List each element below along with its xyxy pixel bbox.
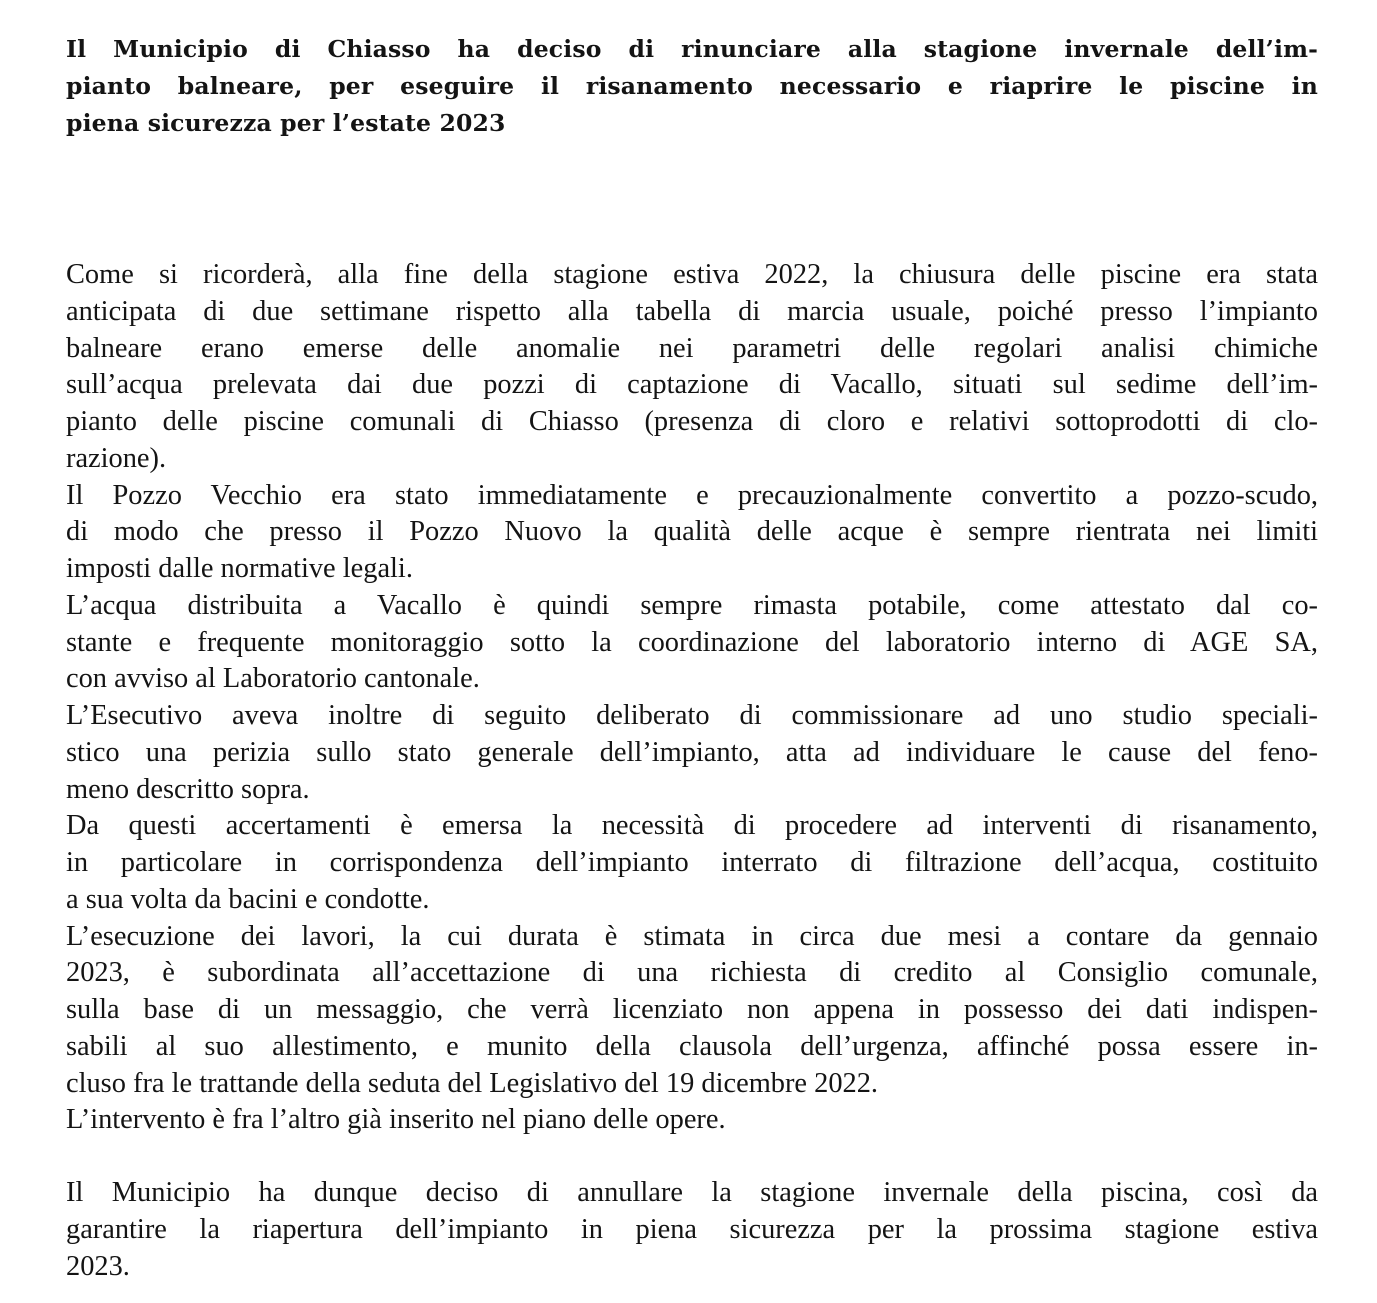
body-line: meno descritto sopra. bbox=[66, 773, 310, 805]
paragraph bbox=[66, 698, 1318, 808]
closing-line: 2023. bbox=[66, 1250, 130, 1282]
paragraph bbox=[66, 478, 1318, 588]
paragraph bbox=[66, 1102, 1318, 1139]
body-line: di modo che presso il Pozzo Nuovo la qualità delle acque è sempre rientrata nei limiti bbox=[66, 516, 1318, 548]
body-line: pianto delle piscine comunali di Chiasso (presenza di cloro e relativi sottoprodotti di clo- bbox=[66, 406, 1318, 437]
closing-paragraph bbox=[66, 1175, 1318, 1285]
paragraph bbox=[66, 588, 1318, 698]
title-line: Il Municipio di Chiasso ha deciso di rinunciare alla stagione invernale dell’im- bbox=[66, 35, 1318, 63]
title-line: pianto balneare, per eseguire il risanamento necessario e riaprire le piscine in bbox=[66, 71, 1318, 100]
body-line: Come si ricorderà, alla fine della stagione estiva 2022, la chiusura delle piscine era stata bbox=[66, 259, 1318, 290]
closing-line: garantire la riapertura dell’impianto in piena sicurezza per la prossima stagione estiva bbox=[66, 1213, 1318, 1245]
body-line: imposti dalle normative legali. bbox=[66, 553, 413, 584]
paragraph bbox=[66, 919, 1318, 1103]
body-line: cluso fra le trattande della seduta del Legislativo del 19 dicembre 2022. bbox=[66, 1067, 879, 1099]
body-line: anticipata di due settimane rispetto alla tabella di marcia usuale, poiché presso l’impianto bbox=[66, 295, 1318, 327]
body-line: sulla base di un messaggio, che verrà licenziato non appena in possesso dei dati indispen- bbox=[66, 994, 1318, 1025]
article-title bbox=[66, 32, 1318, 141]
body-line: a sua volta da bacini e condotte. bbox=[66, 883, 430, 915]
paragraph bbox=[66, 257, 1318, 478]
body-line: Il Pozzo Vecchio era stato immediatamente e precauzionalmente convertito a pozzo-scudo, bbox=[66, 479, 1318, 511]
title-line: piena sicurezza per l’estate 2023 bbox=[66, 108, 506, 137]
body-line: stico una perizia sullo stato generale dell’impianto, atta ad individuare le cause del feno- bbox=[66, 736, 1318, 768]
closing-line: Il Municipio ha dunque deciso di annullare la stagione invernale della piscina, così da bbox=[66, 1177, 1318, 1208]
body-line: L’esecuzione dei lavori, la cui durata è stimata in circa due mesi a contare da gennaio bbox=[66, 920, 1318, 952]
body-line: stante e frequente monitoraggio sotto la coordinazione del laboratorio interno di AGE SA, bbox=[66, 626, 1318, 658]
paragraph bbox=[66, 808, 1318, 918]
body-line: Da questi accertamenti è emersa la necessità di procedere ad interventi di risanamento, bbox=[66, 810, 1318, 842]
body-line: sabili al suo allestimento, e munito della clausola dell’urgenza, affinché possa essere in- bbox=[66, 1030, 1318, 1062]
body-line: L’acqua distribuita a Vacallo è quindi sempre rimasta potabile, come attestato dal co- bbox=[66, 589, 1318, 621]
body-line: con avviso al Laboratorio cantonale. bbox=[66, 663, 480, 695]
body-line: 2023, è subordinata all’accettazione di una richiesta di credito al Consiglio comunale, bbox=[66, 957, 1318, 989]
body-line: sull’acqua prelevata dai due pozzi di captazione di Vacallo, situati sul sedime dell’im- bbox=[66, 369, 1318, 401]
article-body bbox=[66, 257, 1318, 1139]
body-line: balneare erano emerse delle anomalie nei parametri delle regolari analisi chimiche bbox=[66, 332, 1318, 364]
body-line: L’Esecutivo aveva inoltre di seguito deliberato di commissionare ad uno studio speciali- bbox=[66, 700, 1318, 731]
body-line: L’intervento è fra l’altro già inserito nel piano delle opere. bbox=[66, 1104, 726, 1136]
body-line: in particolare in corrispondenza dell’impianto interrato di filtrazione dell’acqua, costituito bbox=[66, 847, 1318, 878]
body-line: razione). bbox=[66, 442, 167, 474]
